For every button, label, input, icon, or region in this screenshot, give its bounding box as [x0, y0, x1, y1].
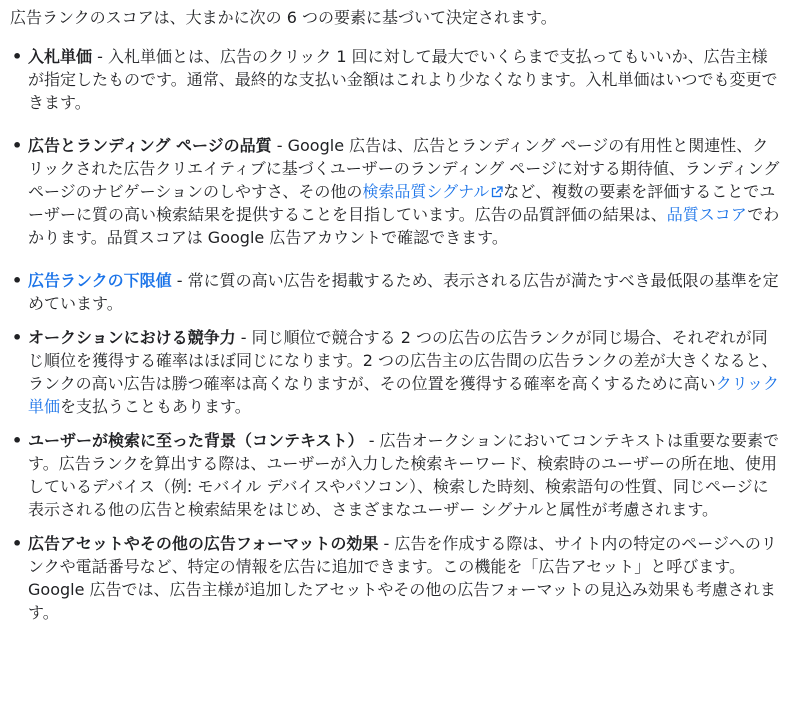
ad-rank-threshold-link[interactable]: 広告ランクの下限値: [28, 271, 172, 290]
factor-bid: [6, 45, 780, 114]
factor-description: を支払うこともあります。: [60, 397, 251, 416]
factor-separator: -: [363, 431, 380, 450]
factor-description: 常に質の高い広告を掲載するため、表示される広告が満たすべき最低限の基準を定めています。: [28, 271, 779, 313]
factor-term: オークションにおける競争力: [28, 328, 236, 347]
factor-ad-rank-threshold: [6, 269, 780, 315]
open-in-new-icon[interactable]: [491, 186, 503, 198]
factor-separator: -: [92, 47, 108, 66]
factor-description: 広告オークションにおいてコンテキストは重要な要素です。広告ランクを算出する際は、ユーザーが入力した検索キーワード、検索時のユーザーの所在地、使用しているデバイス（例: モバイル デバイスやパソコン）、検索した時刻、検索語句の性質、同じページに表示される他の広告と検索結果をはじめ、さまざまなユーザー シグナルと属性が考慮されます。: [28, 431, 780, 519]
factor-term: 広告とランディング ページの品質: [28, 136, 272, 155]
factor-description: など、複数の要素を評価することでユーザーに質の高い検索結果を提供することを目指しています。広告の品質評価の結果は、: [28, 182, 776, 224]
factor-quality: [6, 134, 780, 249]
factor-separator: -: [235, 328, 252, 347]
factor-description: 広告を作成する際は、サイト内の特定のページへのリンクや電話番号など、特定の情報を広告に追加できます。この機能を「広告アセット」と呼びます。Google 広告では、広告主様が追加したアセットやその他の広告フォーマットの見込み効果も考慮されます。: [28, 534, 777, 622]
search-quality-signals-link[interactable]: 検索品質シグナル: [362, 182, 490, 201]
factor-term: 広告アセットやその他の広告フォーマットの効果: [28, 534, 379, 553]
cost-per-click-link[interactable]: クリック単価: [28, 374, 780, 416]
quality-score-link[interactable]: 品質スコア: [666, 205, 748, 224]
factor-description: 同じ順位で競合する 2 つの広告の広告ランクが同じ場合、それぞれが同じ順位を獲得する確率はほぼ同じになります。2 つの広告主の広告間の広告ランクの差が大きくなると、ランクの高い広告は勝つ確率は高くなりますが、その位置を獲得する確率を高くするために高い: [28, 328, 778, 393]
factor-description: 入札単価とは、広告のクリック 1 回に対して最大でいくらまで支払ってもいいか、広告主様が指定したものです。通常、最終的な支払い金額はこれより少なくなります。入札単価はいつでも変更できます。: [28, 47, 778, 112]
factor-ad-assets: [6, 532, 780, 624]
factor-separator: -: [271, 136, 288, 155]
intro-text: 広告ランクのスコアは、大まかに次の 6 つの要素に基づいて決定されます。: [10, 8, 557, 27]
factor-term: ユーザーが検索に至った背景（コンテキスト）: [28, 431, 364, 450]
factor-separator: -: [171, 271, 188, 290]
factor-term: 入札単価: [28, 47, 93, 66]
factor-competitiveness: [6, 326, 780, 418]
factor-context: [6, 429, 780, 521]
factor-separator: -: [378, 534, 395, 553]
factor-list: [6, 45, 780, 624]
factor-description: でわかります。品質スコアは Google 広告アカウントで確認できます。: [28, 205, 780, 247]
factor-description: Google 広告は、広告とランディング ページの有用性と関連性、クリックされた広告クリエイティブに基づくユーザーのランディング ページに対する期待値、ランディング ページのナビゲーションのしやすさ、その他の: [28, 136, 780, 201]
